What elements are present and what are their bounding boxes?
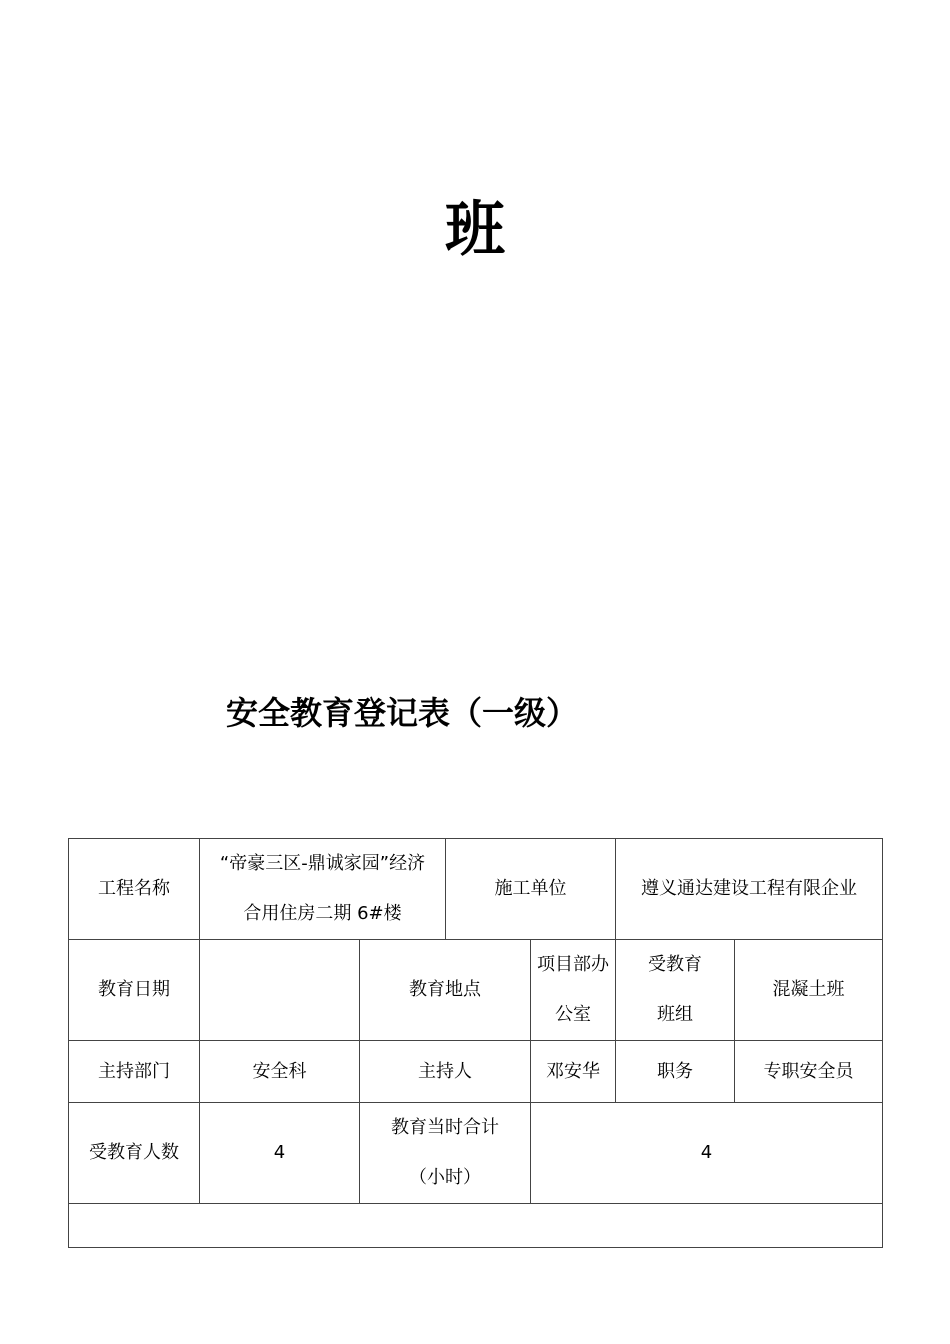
education-hours-value: 4 <box>531 1103 883 1204</box>
project-name-value-line2: 合用住房二期 6#楼 <box>243 903 402 924</box>
education-date-label: 教育日期 <box>69 940 200 1041</box>
table-row-project <box>69 839 883 940</box>
education-location-value-line2: 公室 <box>555 1004 591 1025</box>
position-label: 职务 <box>616 1041 735 1103</box>
position-value: 专职安全员 <box>735 1041 883 1103</box>
empty-cell <box>69 1204 883 1248</box>
table-row-host <box>69 1041 883 1103</box>
host-department-label: 主持部门 <box>69 1041 200 1103</box>
table-row-empty <box>69 1204 883 1248</box>
education-location-value-line1: 项目部办 <box>537 954 609 975</box>
education-group-label-line1: 受教育 <box>648 954 702 975</box>
table-row-education <box>69 940 883 1041</box>
host-value: 邓安华 <box>531 1041 616 1103</box>
trainee-count-label: 受教育人数 <box>69 1103 200 1204</box>
education-group-label-line2: 班组 <box>657 1004 693 1025</box>
host-department-value: 安全科 <box>200 1041 360 1103</box>
education-location-value <box>531 940 616 1041</box>
education-hours-label <box>360 1103 531 1204</box>
safety-education-register-table <box>68 838 883 1248</box>
project-name-value-line1: “帝豪三区-鼎诚家园”经济 <box>219 853 426 874</box>
project-name-label: 工程名称 <box>69 839 200 940</box>
education-group-value: 混凝土班 <box>735 940 883 1041</box>
contractor-value: 遵义通达建设工程有限企业 <box>616 839 883 940</box>
cover-character: 班 <box>445 195 505 265</box>
education-date-value <box>200 940 360 1041</box>
education-hours-label-line1: 教育当时合计 <box>391 1117 499 1138</box>
form-title: 安全教育登记表（一级） <box>226 694 579 732</box>
trainee-count-value: 4 <box>200 1103 360 1204</box>
contractor-label: 施工单位 <box>446 839 616 940</box>
project-name-value <box>200 839 446 940</box>
education-location-label: 教育地点 <box>360 940 531 1041</box>
host-label: 主持人 <box>360 1041 531 1103</box>
education-hours-label-line2: （小时） <box>409 1167 481 1188</box>
table-row-count <box>69 1103 883 1204</box>
education-group-label <box>616 940 735 1041</box>
